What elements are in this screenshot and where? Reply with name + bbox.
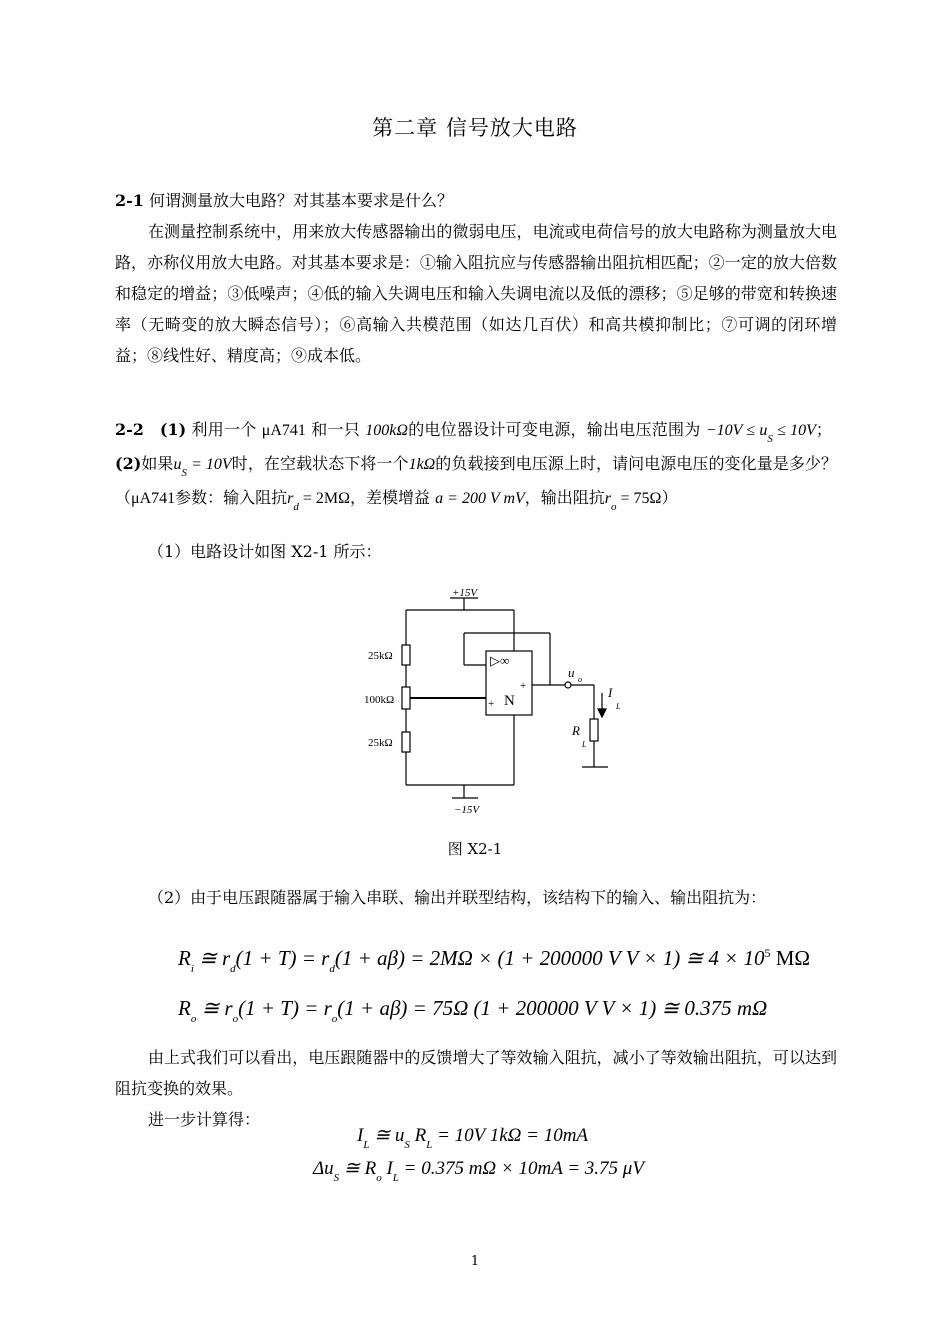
gain-expr: a = 200 V mV xyxy=(435,490,525,507)
math-var: u xyxy=(173,456,182,473)
math-expr: ≅ R xyxy=(339,1158,377,1179)
subscript: S xyxy=(181,467,187,479)
math-var: r xyxy=(604,490,612,507)
text: 时，在空载状态下将一个 xyxy=(231,454,409,473)
output-terminal xyxy=(565,682,571,688)
chip-name: μA741 xyxy=(131,490,176,507)
math-expr: R xyxy=(409,1125,427,1146)
equation-ri xyxy=(178,946,811,975)
math-expr: (1 + T) = r xyxy=(238,996,332,1020)
math-expr: = 10V 1kΩ = 10mA xyxy=(432,1125,589,1146)
question-number: 2-2 xyxy=(115,420,144,439)
vminus-label: −15V xyxy=(454,804,480,816)
math-expr: (1 + T) = r xyxy=(235,946,330,970)
range-expr: ≤ 10V xyxy=(772,422,816,439)
design-intro: （1）电路设计如图 X2-1 所示： xyxy=(148,542,382,561)
figure-caption: 图 X2-1 xyxy=(447,840,503,858)
equation-ro xyxy=(178,996,768,1025)
text: 的负载接到电压源上时，请问电源电压的变化量是多少？（ xyxy=(115,454,837,507)
load-resistor xyxy=(590,719,598,741)
subscript: S xyxy=(333,1172,340,1184)
arrow-head-icon xyxy=(598,709,606,717)
math-var: R xyxy=(178,946,191,970)
r1-label: 25kΩ xyxy=(368,650,393,662)
vplus-label: +15V xyxy=(452,587,478,599)
math-var: I xyxy=(357,1125,364,1146)
uo-sub: o xyxy=(578,675,582,684)
text: ，输出阻抗 xyxy=(524,488,605,507)
rl-label: R xyxy=(572,723,580,738)
math-expr: I xyxy=(381,1158,393,1179)
question-text: 何谓测量放大电路？对其基本要求是什么？ xyxy=(149,191,454,210)
further-text: 进一步计算得： xyxy=(148,1110,261,1129)
page-number: 1 xyxy=(470,1254,480,1269)
r2-label: 100kΩ xyxy=(364,694,395,706)
il-sub: L xyxy=(616,702,621,711)
part-label: (1) xyxy=(159,420,187,439)
text: 利用一个 xyxy=(191,420,257,439)
text: ） xyxy=(661,488,678,507)
subscript: o xyxy=(611,501,617,513)
subscript: S xyxy=(404,1139,410,1151)
math-expr: = 2MΩ xyxy=(298,490,351,507)
text: 参数：输入阻抗 xyxy=(175,488,288,507)
opamp-n: N xyxy=(504,693,515,709)
math-expr: ≅ u xyxy=(369,1125,405,1146)
math-expr: = 10V xyxy=(187,456,232,473)
equation-delta-u xyxy=(313,1157,644,1184)
subscript: o xyxy=(190,1013,197,1025)
question-number: 2-1 xyxy=(115,191,144,210)
circuit-diagram xyxy=(360,585,620,825)
subscript: L xyxy=(426,1139,433,1151)
math-var: Δu xyxy=(313,1158,334,1179)
chip-name: μA741 xyxy=(261,422,306,439)
page-title: 第二章 信号放大电路 xyxy=(372,116,578,140)
text: ； xyxy=(815,420,832,439)
subscript: L xyxy=(392,1172,399,1184)
subscript: d xyxy=(293,501,299,513)
math-unit: MΩ xyxy=(770,946,811,970)
uo-label: u xyxy=(568,665,575,680)
subscript: o xyxy=(232,1013,239,1025)
range-expr: −10V ≤ u xyxy=(705,422,768,439)
math-var: R xyxy=(178,996,191,1020)
exponent: 5 xyxy=(764,946,771,960)
potentiometer-100k xyxy=(402,687,410,709)
opamp-symbol: ▷∞ xyxy=(490,653,510,668)
conclusion: 由上式我们可以看出，电压跟随器中的反馈增大了等效输入阻抗，减小了等效输出阻抗，可以达到阻抗变换的效果。 xyxy=(115,1048,837,1098)
math-expr: ≅ r xyxy=(196,996,233,1020)
subscript: d xyxy=(230,963,236,975)
text: 如果 xyxy=(141,454,174,473)
rl-sub: L xyxy=(582,740,587,749)
subscript: S xyxy=(767,433,773,445)
math-expr: ≅ r xyxy=(193,946,231,970)
subscript: L xyxy=(363,1139,370,1151)
answer-2-1: 在测量控制系统中，用来放大传感器输出的微弱电压，电流或电荷信号的放大电路称为测量放大电路，亦称仪用放大电路。对其基本要求是：①输入阻抗应与传感器输出阻抗相匹配；②一定的放大倍数和稳定的增益；③低噪声；④低的输入失调电压和输入失调电流以及低的漂移；⑤足够的带宽和转换速率（无畸变的放大瞬态信号）；⑥高输入共模范围（如达几百伏）和高共模抑制比；⑦可调的闭环增益；⑧线性好、精度高；⑨成本低。 xyxy=(115,222,837,365)
il-label: I xyxy=(608,685,613,700)
load-value: 1kΩ xyxy=(408,456,436,473)
question-2-1 xyxy=(115,185,837,216)
resistor-25k-top xyxy=(402,645,410,665)
math-expr: = 0.375 mΩ × 10mA = 3.75 μV xyxy=(398,1158,644,1179)
plus-input: + xyxy=(488,698,495,710)
plus-output: + xyxy=(520,680,527,692)
text: 和一只 xyxy=(311,420,360,439)
part2-text: （2）由于电压跟随器属于输入串联、输出并联型结构，该结构下的输入、输出阻抗为： xyxy=(148,888,767,907)
equation-il xyxy=(357,1124,589,1151)
math-expr: = 75Ω xyxy=(616,490,662,507)
math-expr: (1 + aβ) = 2MΩ × (1 + 200000 V V × 1) ≅ 4 × 10 xyxy=(334,946,765,970)
resistor-25k-bottom xyxy=(402,732,410,752)
math-expr: (1 + aβ) = 75Ω (1 + 200000 V V × 1) ≅ 0.375 mΩ xyxy=(337,996,768,1020)
text: 的电位器设计可变电源，输出电压范围为 xyxy=(407,420,701,439)
r3-label: 25kΩ xyxy=(368,737,393,749)
pot-value: 100kΩ xyxy=(365,422,408,439)
part-label: (2) xyxy=(115,454,142,473)
text: ，差模增益 xyxy=(350,488,431,507)
subscript: d xyxy=(329,963,335,975)
subscript: o xyxy=(331,1013,338,1025)
question-2-2 xyxy=(115,414,837,516)
subscript: i xyxy=(190,963,194,975)
math-var: r xyxy=(287,490,294,507)
subscript: o xyxy=(376,1172,382,1184)
